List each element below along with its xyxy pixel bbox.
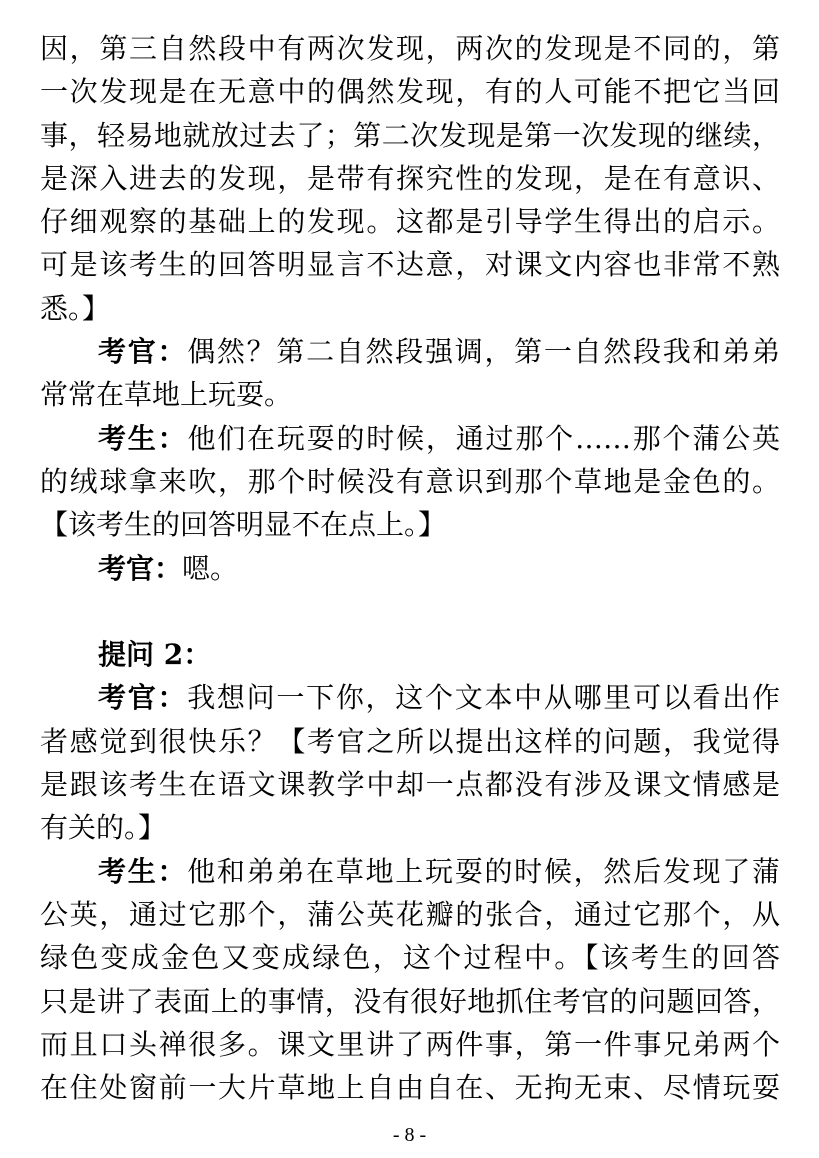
- text-line: [40, 27, 780, 70]
- text-line: [40, 806, 780, 849]
- line-text: 【该考生的回答明显不在点上。】: [40, 508, 447, 542]
- line-text: 在住处窗前一大片草地上自由自在、无拘无束、尽情玩耍: [40, 1071, 780, 1105]
- text-line: [40, 503, 780, 546]
- text-line: [40, 763, 780, 806]
- text-line: [40, 373, 780, 416]
- text-line: [40, 633, 780, 676]
- paragraph: [40, 676, 780, 849]
- text-line: [40, 936, 780, 979]
- speaker-label: 考生：: [98, 854, 188, 888]
- paragraph: [40, 330, 780, 417]
- blank-line: [40, 590, 780, 633]
- text-line: [40, 547, 780, 590]
- text-line: [40, 243, 780, 286]
- line-text: 事，轻易地就放过去了；第二次发现是第一次发现的继续，: [40, 118, 780, 152]
- line-text: 偶然？第二自然段强调，第一自然段我和弟弟: [187, 335, 780, 369]
- paragraph: [40, 547, 780, 590]
- line-text: 而且口头禅很多。课文里讲了两件事，第一件事兄弟两个: [40, 1027, 780, 1061]
- text-line: [40, 287, 780, 330]
- line-text: 是深入进去的发现，是带有探究性的发现，是在有意识、: [40, 161, 780, 195]
- page-number: - 8 -: [392, 1124, 427, 1146]
- line-text: 的绒球拿来吹，那个时候没有意识到那个草地是金色的。: [40, 464, 780, 498]
- speaker-label: 考官：: [98, 551, 183, 585]
- line-text: 有关的。】: [40, 811, 167, 845]
- paragraph: [40, 633, 780, 676]
- text-line: [40, 200, 780, 243]
- text-line: [40, 417, 780, 460]
- text-line: [40, 1023, 780, 1066]
- document-body: [40, 27, 780, 1109]
- speaker-label: 考生：: [98, 421, 188, 455]
- line-text: 一次发现是在无意中的偶然发现，有的人可能不把它当回: [40, 75, 780, 109]
- paragraph: [40, 27, 780, 330]
- line-text: 悉。】: [40, 291, 111, 325]
- line-text: 者感觉到很快乐？【考官之所以提出这样的问题，我觉得: [40, 724, 780, 758]
- text-line: [40, 157, 780, 200]
- line-text: 嗯。: [182, 551, 239, 585]
- text-line: [40, 114, 780, 157]
- line-text: 公英，通过它那个，蒲公英花瓣的张合，通过它那个，从: [40, 897, 780, 931]
- line-text: 仔细观察的基础上的发现。这都是引导学生得出的启示。: [40, 205, 780, 239]
- text-line: [40, 460, 780, 503]
- line-text: 只是讲了表面上的事情，没有很好地抓住考官的问题回答，: [40, 984, 780, 1018]
- line-text: 我想问一下你，这个文本中从哪里可以看出作: [187, 681, 780, 715]
- speaker-label: 考官：: [98, 681, 188, 715]
- text-line: [40, 330, 780, 373]
- line-text: 他和弟弟在草地上玩耍的时候，然后发现了蒲: [187, 854, 780, 888]
- text-line: [40, 676, 780, 719]
- line-text: 常常在草地上玩耍。: [40, 378, 293, 412]
- speaker-label: 考官：: [98, 335, 188, 369]
- text-line: [40, 850, 780, 893]
- text-line: [40, 980, 780, 1023]
- text-line: [40, 720, 780, 763]
- text-line: [40, 1066, 780, 1109]
- line-text: 是跟该考生在语文课教学中却一点都没有涉及课文情感是: [40, 768, 780, 802]
- text-line: [40, 893, 780, 936]
- speaker-label: 提问 2：: [98, 638, 212, 672]
- line-text: 因，第三自然段中有两次发现，两次的发现是不同的，第: [40, 32, 780, 65]
- line-text: 绿色变成金色又变成绿色，这个过程中。【该考生的回答: [40, 941, 780, 975]
- line-text: 可是该考生的回答明显言不达意，对课文内容也非常不熟: [40, 248, 780, 282]
- paragraph: [40, 850, 780, 1110]
- text-line: [40, 70, 780, 113]
- paragraph: [40, 417, 780, 547]
- line-text: 他们在玩耍的时候，通过那个……那个蒲公英: [187, 421, 780, 455]
